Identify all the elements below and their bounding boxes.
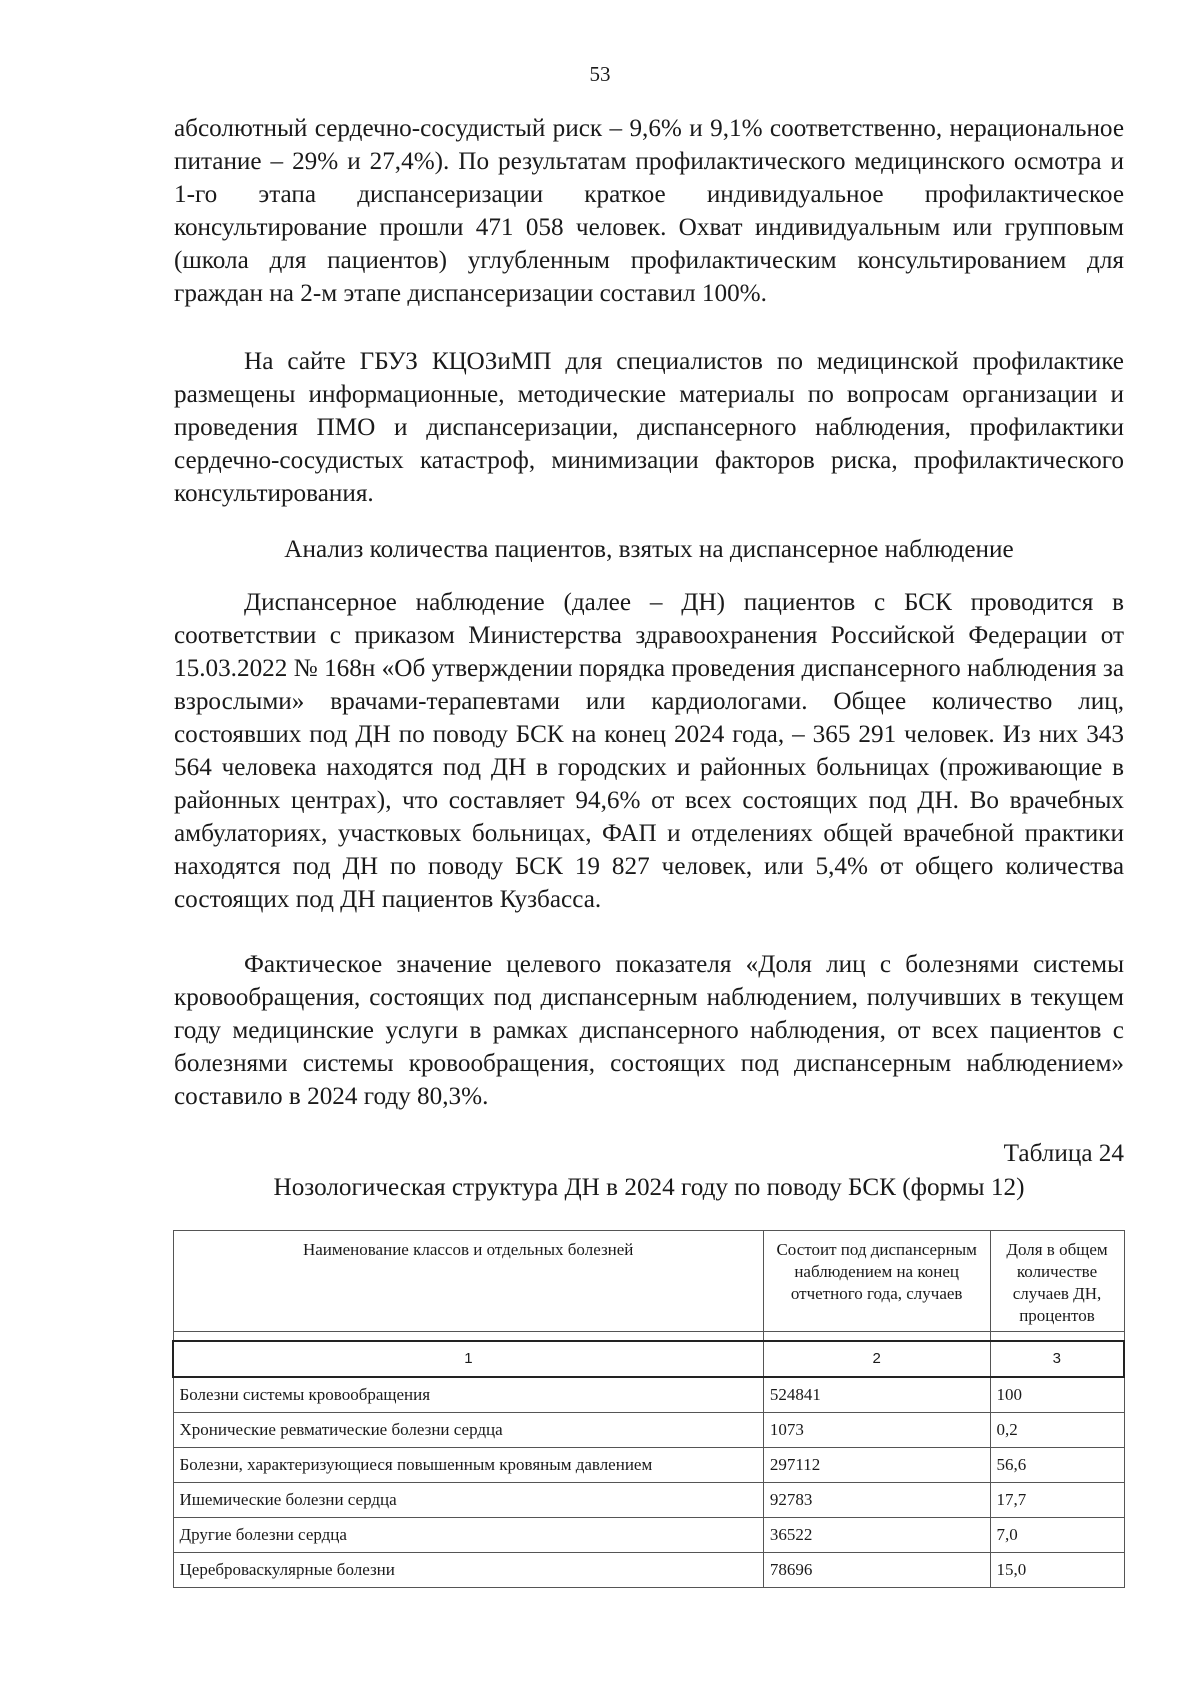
page-number: 53 [589,62,611,86]
column-number-1: 1 [173,1341,763,1377]
paragraph-text: На сайте ГБУЗ КЦОЗиМП для специалистов по медицинской профилактике размещены информационные, методические материалы по вопросам организации и проведения ПМО и диспансеризации, диспансерного наблюдения, профилактики сердечно-сосудистых катастроф, минимизации факторов риска, профилактического консультирования. [174,348,1124,507]
share-cell: 15,0 [990,1553,1124,1588]
column-number-3: 3 [990,1341,1124,1377]
disease-name-cell: Болезни системы кровообращения [173,1377,763,1413]
table-row [173,1448,1124,1483]
table-column-number-row [173,1341,1124,1377]
header-cases: Состоит под диспансерным наблюдением на конец отчетного года, случаев [763,1231,990,1332]
share-cell: 56,6 [990,1448,1124,1483]
share-cell: 17,7 [990,1483,1124,1518]
disease-name-cell: Болезни, характеризующиеся повышенным кровяным давлением [173,1448,763,1483]
table-row [173,1483,1124,1518]
cases-cell: 36522 [763,1518,990,1553]
paragraph-target-indicator [174,948,1124,1113]
header-disease-class: Наименование классов и отдельных болезней [173,1231,763,1332]
table-row [173,1377,1124,1413]
table-row [173,1518,1124,1553]
nosology-table [172,1230,1125,1588]
cases-cell: 297112 [763,1448,990,1483]
paragraph-text: абсолютный сердечно-сосудистый риск – 9,6% и 9,1% соответственно, нерациональное питание – 29% и 27,4%). По результатам профилактического медицинского осмотра и 1-го этапа диспансеризации краткое индивидуальное профилактическое консультирование прошли 471 058 человек. Охват индивидуальным или групповым (школа для пациентов) углубленным профилактическим консультированием для граждан на 2-м этапе диспансеризации составил 100%. [174,115,1124,307]
spacer-cell [763,1332,990,1342]
cases-cell: 1073 [763,1413,990,1448]
table-title: Нозологическая структура ДН в 2024 году по поводу БСК (формы 12) [273,1174,1025,1201]
cases-cell: 78696 [763,1553,990,1588]
paragraph-website-materials [174,345,1124,510]
table-row [173,1553,1124,1588]
disease-name-cell: Хронические ревматические болезни сердца [173,1413,763,1448]
share-cell: 100 [990,1377,1124,1413]
cases-cell: 524841 [763,1377,990,1413]
table-caption: Таблица 24 [1003,1140,1124,1167]
share-cell: 7,0 [990,1518,1124,1553]
spacer-cell [990,1332,1124,1342]
section-heading: Анализ количества пациентов, взятых на диспансерное наблюдение [284,536,1014,563]
disease-name-cell: Другие болезни сердца [173,1518,763,1553]
spacer-cell [173,1332,763,1342]
column-number-2: 2 [763,1341,990,1377]
table-header-row [173,1231,1124,1332]
table-spacer-row [173,1332,1124,1342]
paragraph-dispensary-observation [174,586,1124,916]
disease-name-cell: Цереброваскулярные болезни [173,1553,763,1588]
paragraph-text: Диспансерное наблюдение (далее – ДН) пациентов с БСК проводится в соответствии с приказом Министерства здравоохранения Российской Федерации от 15.03.2022 № 168н «Об утверждении порядка проведения диспансерного наблюдения за взрослыми» врачами-терапевтами или кардиологами. Общее количество лиц, состоявших под ДН по поводу БСК на конец 2024 года, – 365 291 человек. Из них 343 564 человека находятся под ДН в городских и районных больницах (проживающие в районных центрах), что составляет 94,6% от всех состоящих под ДН. Во врачебных амбулаториях, участковых больницах, ФАП и отделениях общей врачебной практики находятся под ДН по поводу БСК 19 827 человек, или 5,4% от общего количества состоящих под ДН пациентов Кузбасса. [174,589,1124,913]
table-row [173,1413,1124,1448]
share-cell: 0,2 [990,1413,1124,1448]
paragraph-text: Фактическое значение целевого показателя «Доля лиц с болезнями системы кровообращения, состоящих под диспансерным наблюдением, получивших в текущем году медицинские услуги в рамках диспансерного наблюдения, от всех пациентов с болезнями системы кровообращения, состоящих под диспансерным наблюдением» составило в 2024 году 80,3%. [174,951,1124,1110]
header-share: Доля в общем количестве случаев ДН, процентов [990,1231,1124,1332]
disease-name-cell: Ишемические болезни сердца [173,1483,763,1518]
cases-cell: 92783 [763,1483,990,1518]
paragraph-risk-factors [174,112,1124,310]
